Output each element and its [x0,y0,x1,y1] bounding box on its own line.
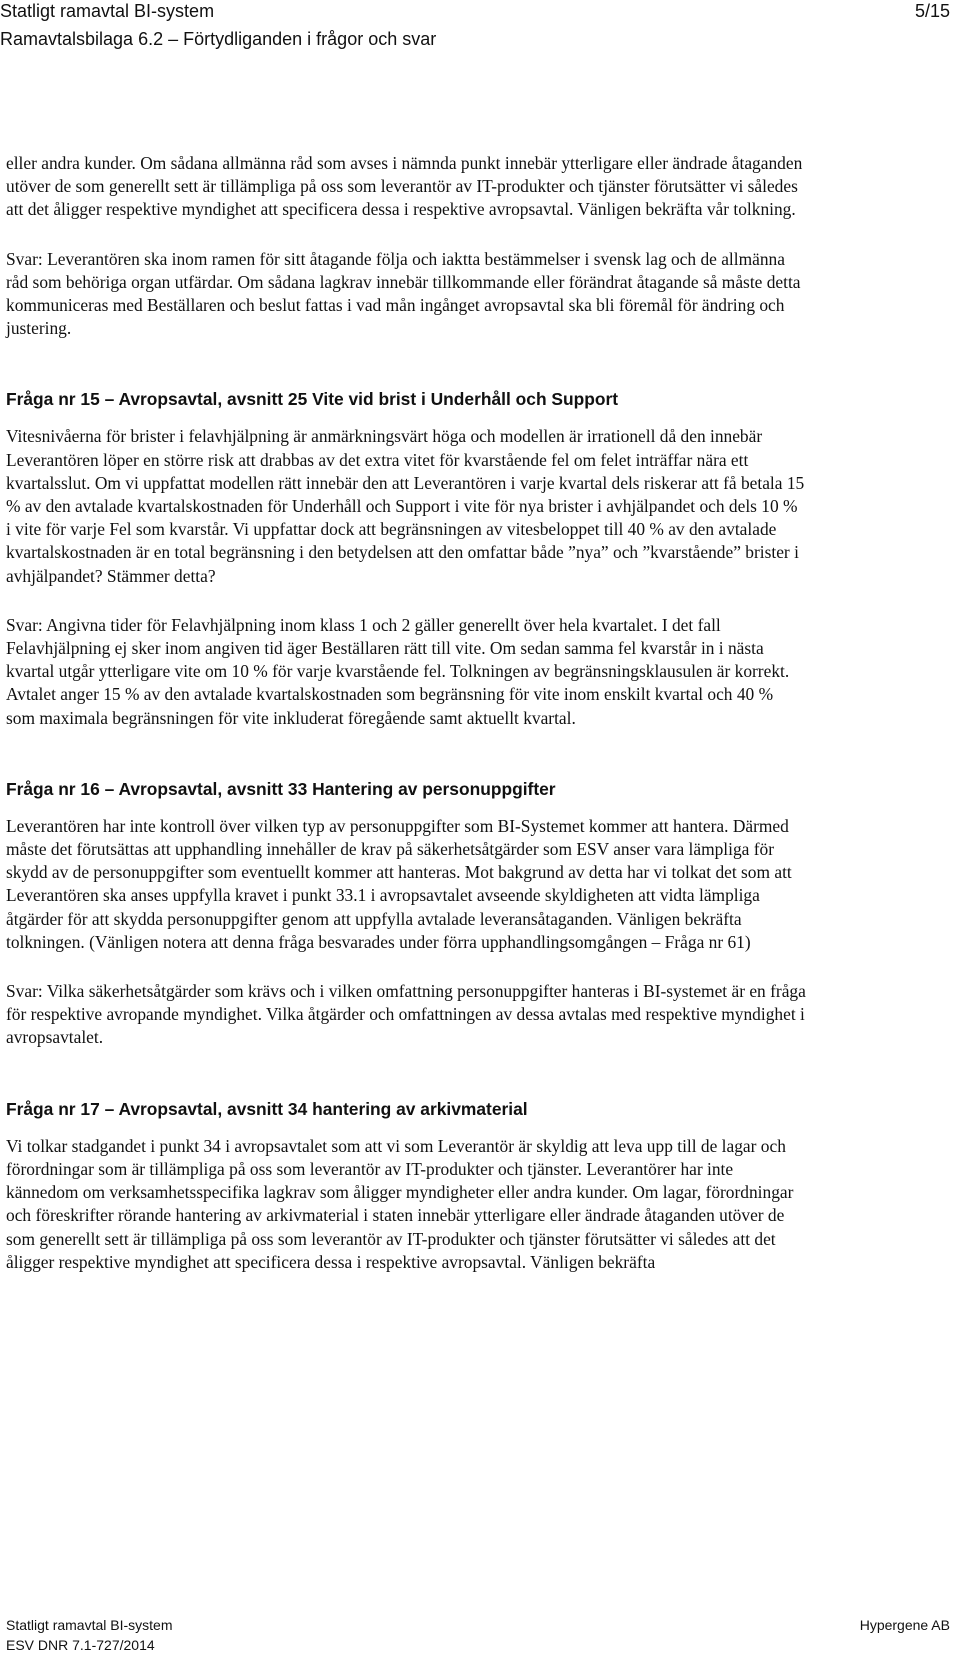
answer-text: : Angivna tider för Felavhjälpning inom klass 1 och 2 gäller generellt över hela kvartalet. I det fall Felavhjälpning ej sker inom angiven tid äger Beställaren rätt till vite. Om sedan samma fel kvarstår in i nästa kvartal utgår ytterligare vite om 10 % för varje kvarstående fel. Tolkningen av begränsningsklausulen är korrekt. Avtalet anger 15 % av den avtalade kvartalskostnaden som begränsning för vite inom enskilt kvartal och 40 % som maximala begränsningen för vite inkluderat föregående samt aktuellt kvartal. [6,614,790,728]
page-number: 5/15 [914,1,950,21]
answer-16-paragraph [6,980,806,1050]
answer-paragraph [6,248,806,341]
question-16-heading: Fråga nr 16 – Avropsavtal, avsnitt 33 Hantering av personuppgifter [6,778,556,799]
paragraph-continuation: eller andra kunder. Om sådana allmänna råd som avses i nämnda punkt innebär ytterligare eller ändrade åtaganden utöver de som generellt sett är tillämpliga på oss som leverantör av IT-produkter och tjänster förutsätter vi således att det åligger respektive myndighet att specificera dessa i respektive avropsavtal. Vänligen bekräfta vår tolkning. [6,153,803,220]
question-17-heading: Fråga nr 17 – Avropsavtal, avsnitt 34 hantering av arkivmaterial [6,1098,528,1119]
question-16-text: Leverantören har inte kontroll över vilken typ av personuppgifter som BI-Systemet kommer att hantera. Därmed måste det förutsättas att upphandling innehåller de krav på säkerhetsåtgärder som ESV anser vara lämpliga för skydd av de personuppgifter som eventuellt kommer att hanteras. Mot bakgrund av detta har vi tolkat det som att Leverantören ska anses uppfylla kravet i punkt 33.1 i avropsavtalet avseende skyldigheten att vidta lämpliga åtgärder för att skydda personuppgifter genom att uppfylla avtalade leveransåtaganden. Vänligen bekräfta tolkningen. (Vänligen notera att denna fråga besvarades under förra upphandlingsomgången – Fråga nr 61) [6,815,792,952]
footer-company: Hypergene AB [859,1617,950,1633]
question-17-text: Vi tolkar stadgandet i punkt 34 i avropsavtalet som att vi som Leverantör är skyldig att leva upp till de lagar och förordningar som är tillämpliga på oss som leverantör av IT-produkter och tjänster. Leverantörer har inte kännedom om verksamhetsspecifika lagkrav som åligger myndigheter eller andra kunder. Om lagar, förordningar och föreskrifter rörande hantering av arkivmaterial i staten innebär ytterligare eller ändrade åtaganden utöver de som generellt sett är tillämpliga på oss som leverantör av IT-produkter och tjänster förutsätter vi således att det åligger respektive myndighet att specificera dessa i respektive avropsavtal. Vänligen bekräfta [6,1135,794,1272]
question-15-heading: Fråga nr 15 – Avropsavtal, avsnitt 25 Vite vid brist i Underhåll och Support [6,389,619,410]
header-subtitle: Ramavtalsbilaga 6.2 – Förtydliganden i frågor och svar [0,29,437,49]
footer-reference: ESV DNR 7.1-727/2014 [6,1637,155,1653]
answer-text: : Leverantören ska inom ramen för sitt åtagande följa och iaktta bestämmelser i svensk lag och de allmänna råd som behöriga organ utfärdar. Om sådana lagkrav innebär tillkommande eller förändrat åtagande så måste detta kommuniceras med Beställaren och beslut fattas i vad mån ingånget avropsavtal ska bli föremål för ändring och justering. [6,248,801,339]
question-15-text: Vitesnivåerna för brister i felavhjälpning är anmärkningsvärt höga och modellen är irrationell då den innebär Leverantören löper en större risk att drabbas av det extra vitet för kvarstående fel om felet inträffar nära ett kvartalsslut. Om vi uppfattat modellen rätt innebär den att Leverantören i varje kvartal dels riskerar att få betala 15 % av den avtalade kvartalskostnaden för Underhåll och Support i vite för nya brister i avhjälpandet och dels 10 % i vite för varje Fel som kvarstår. Vi uppfattar dock att begränsningen av vitesbeloppet till 40 % av den avtalade kvartalskostnaden är en total begränsning i den betydelsen att den omfattar både ”nya” och ”kvarstående” brister i avhjälpandet? Stämmer detta? [6,426,805,586]
answer-text: : Vilka säkerhetsåtgärder som krävs och i vilken omfattning personuppgifter hanteras i BI-systemet är en fråga för respektive avropande myndighet. Vilka åtgärder och omfattningen av dessa avtalas med respektive myndighet i avropsavtalet. [6,981,806,1048]
header-title: Statligt ramavtal BI-system [0,1,215,21]
answer-label: Svar [6,981,38,1002]
answer-15-paragraph [6,614,806,730]
answer-label: Svar [6,614,38,635]
footer-title: Statligt ramavtal BI-system [6,1617,173,1633]
answer-label: Svar [6,248,38,269]
document-body [6,152,806,1274]
